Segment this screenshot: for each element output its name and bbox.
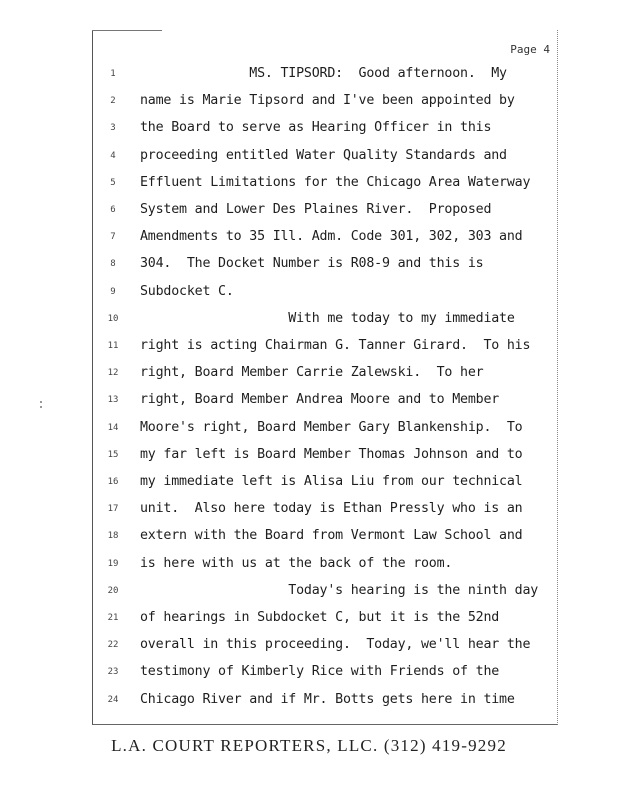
line-number: 20 — [107, 585, 119, 596]
line-number: 13 — [107, 395, 119, 406]
transcript-line — [92, 256, 556, 278]
line-text: is here with us at the back of the room. — [140, 555, 453, 571]
line-number: 11 — [107, 341, 119, 351]
line-number: 1 — [110, 69, 116, 79]
line-text: proceeding entitled Water Quality Standards and — [140, 147, 507, 163]
line-text: right, Board Member Carrie Zalewski. To her — [140, 365, 484, 381]
line-number: 24 — [107, 694, 119, 705]
court-reporter-footer: L.A. COURT REPORTERS, LLC. (312) 419-9292 — [111, 736, 507, 755]
line-text: overall in this proceeding. Today, we'll hear the — [140, 637, 531, 653]
line-number: 6 — [110, 205, 116, 215]
line-text: the Board to serve as Hearing Officer in this — [140, 120, 492, 136]
transcript-line — [92, 311, 556, 333]
line-text: my immediate left is Alisa Liu from our technical — [140, 474, 523, 489]
line-text: right is acting Chairman G. Tanner Girard. To his — [140, 338, 531, 353]
line-number: 14 — [107, 422, 119, 433]
line-text: testimony of Kimberly Rice with Friends of the — [140, 664, 500, 680]
line-number: 2 — [110, 96, 116, 107]
line-text: Chicago River and if Mr. Botts gets here in time — [140, 691, 515, 707]
line-number: 19 — [107, 558, 119, 569]
line-number: 16 — [107, 477, 119, 487]
line-number: 22 — [107, 640, 119, 651]
scan-speck — [40, 406, 42, 408]
transcript-line — [92, 583, 556, 605]
line-number: 8 — [110, 259, 116, 270]
line-number: 10 — [107, 313, 119, 324]
transcript-line — [92, 365, 556, 387]
line-text: Today's hearing is the ninth day — [140, 582, 539, 598]
line-number: 21 — [107, 613, 119, 623]
transcript-line — [92, 93, 556, 115]
line-number: 18 — [107, 531, 119, 542]
line-text: Moore's right, Board Member Gary Blankenship. To — [140, 419, 523, 435]
line-text: 304. The Docket Number is R08-9 and this is — [140, 256, 484, 272]
line-text: MS. TIPSORD: Good afternoon. My — [140, 66, 507, 81]
line-text: my far left is Board Member Thomas Johnson and to — [140, 446, 523, 462]
transcript-line — [92, 148, 556, 170]
transcript-line — [92, 447, 556, 469]
transcript-line — [92, 528, 556, 550]
line-text: unit. Also here today is Ethan Pressly who is an — [140, 501, 523, 517]
transcript-line — [92, 338, 556, 360]
line-number: 7 — [110, 232, 116, 243]
line-number: 15 — [107, 449, 119, 460]
line-number: 5 — [110, 177, 116, 188]
line-text: System and Lower Des Plaines River. Proposed — [140, 202, 492, 217]
line-number: 23 — [107, 667, 119, 678]
transcript-line — [92, 66, 556, 88]
transcript-line — [92, 202, 556, 224]
line-number: 4 — [110, 150, 116, 161]
line-number: 17 — [107, 504, 119, 515]
line-text: name is Marie Tipsord and I've been appointed by — [140, 93, 515, 109]
transcript-line — [92, 692, 556, 714]
line-text: Subdocket C. — [140, 283, 234, 299]
transcript-line — [92, 284, 556, 306]
page-top-rule — [92, 30, 162, 31]
transcript-line — [92, 610, 556, 632]
transcript-line — [92, 420, 556, 442]
line-text: extern with the Board from Vermont Law School and — [140, 528, 523, 544]
line-text: right, Board Member Andrea Moore and to Member — [140, 392, 500, 408]
transcript-line — [92, 474, 556, 496]
line-text: of hearings in Subdocket C, but it is the 52nd — [140, 610, 500, 625]
transcript-line — [92, 229, 556, 251]
transcript-line — [92, 556, 556, 578]
transcript-line — [92, 175, 556, 197]
line-text: Amendments to 35 Ill. Adm. Code 301, 302, 303 and — [140, 229, 523, 245]
line-text: With me today to my immediate — [140, 310, 515, 326]
line-text: Effluent Limitations for the Chicago Area Waterway — [140, 174, 531, 190]
line-number: 9 — [110, 286, 116, 297]
line-number: 3 — [110, 123, 116, 134]
transcript-line — [92, 501, 556, 523]
transcript-line — [92, 392, 556, 414]
transcript-line — [92, 637, 556, 659]
page-number: Page 4 — [510, 43, 550, 56]
transcript-line — [92, 120, 556, 142]
line-number: 12 — [107, 368, 119, 379]
scan-speck — [40, 401, 42, 403]
transcript-line — [92, 664, 556, 686]
